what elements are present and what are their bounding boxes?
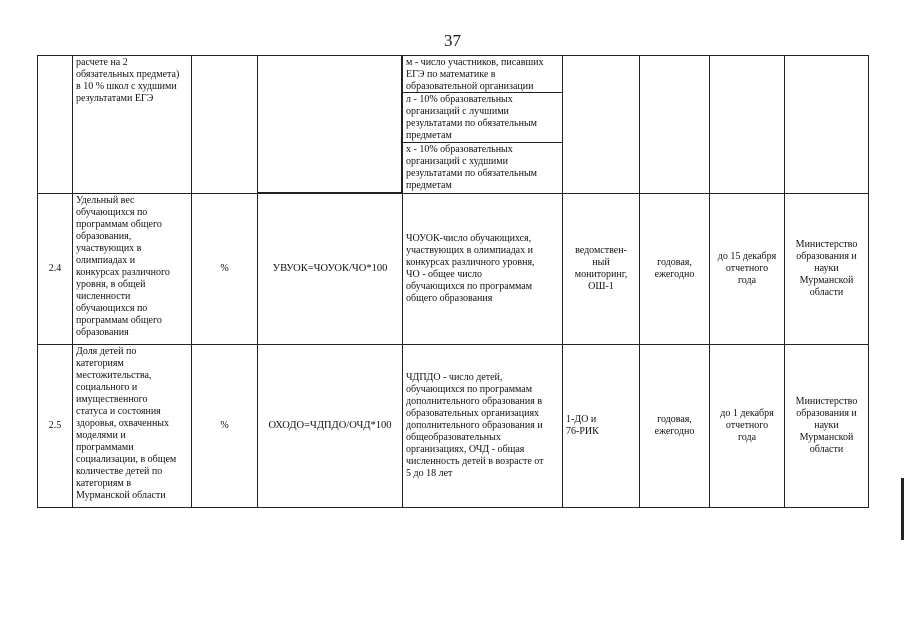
deadline: до 1 декабря отчетного года bbox=[710, 345, 785, 508]
definition-x: х - 10% образовательных организаций с худшими результатами по обязательным предметам bbox=[406, 144, 537, 191]
periodicity: годовая, ежегодно bbox=[640, 345, 710, 508]
scan-edge-mark bbox=[901, 478, 904, 540]
responsible: Министерство образования и науки Мурманской области bbox=[785, 345, 869, 508]
num-cell bbox=[38, 56, 73, 194]
data-source: 1-ДО и 76-РИК bbox=[563, 345, 640, 508]
formula-inner-box bbox=[257, 55, 402, 193]
formula: УВУОК=ЧОУОК/ЧО*100 bbox=[258, 194, 403, 345]
indicator-cell: расчете на 2 обязательных предмета) в 10 % школ с худшими результатами ЕГЭ bbox=[73, 56, 192, 194]
table-row bbox=[38, 345, 869, 508]
responsible-cell bbox=[785, 56, 869, 194]
continuation-row bbox=[38, 56, 869, 194]
data-source: ведомствен- ный мониторинг, ОШ-1 bbox=[563, 194, 640, 345]
responsible: Министерство образования и науки Мурманской области bbox=[785, 194, 869, 345]
formula-definition: ЧДПДО - число детей, обучающихся по программам дополнительного образования в образовательных организациях дополнительного образования и общеобразовательных организациях, ОЧД - общая численность детей в возрасте от 5 до 18 лет bbox=[403, 345, 563, 508]
unit: % bbox=[192, 194, 258, 345]
period-cell bbox=[640, 56, 710, 194]
periodicity: годовая, ежегодно bbox=[640, 194, 710, 345]
unit-cell bbox=[192, 56, 258, 194]
row-number: 2.4 bbox=[38, 194, 73, 345]
indicator-name: Доля детей по категориям местожительства, социального и имущественного статуса и состояния здоровья, охваченных моделями и программами социализации, в общем количестве детей по категориям в Мурманской области bbox=[73, 345, 192, 508]
indicator-name: Удельный вес обучающихся по программам общего образования, участвующих в олимпиадах и конкурсах различного уровня, в общей численности обучающихся по программам общего образования bbox=[73, 194, 192, 345]
source-cell bbox=[563, 56, 640, 194]
indicators-table bbox=[37, 55, 869, 508]
formula-cell bbox=[258, 56, 403, 194]
definitions-cell bbox=[403, 56, 563, 194]
definition-m: м - число участников, писавших ЕГЭ по математике в образовательной организации bbox=[403, 56, 562, 93]
row-number: 2.5 bbox=[38, 345, 73, 508]
formula: ОХОДО=ЧДПДО/ОЧД*100 bbox=[258, 345, 403, 508]
deadline-cell bbox=[710, 56, 785, 194]
deadline: до 15 декабря отчетного года bbox=[710, 194, 785, 345]
formula-definition: ЧОУОК-число обучающихся, участвующих в олимпиадах и конкурсах различного уровня, ЧО - общее число обучающихся по программам общего образования bbox=[403, 194, 563, 345]
table-row bbox=[38, 194, 869, 345]
unit: % bbox=[192, 345, 258, 508]
definition-l: л - 10% образовательных организаций с лучшими результатами по обязательным предметам bbox=[403, 93, 562, 143]
page-number: 37 bbox=[444, 31, 461, 50]
